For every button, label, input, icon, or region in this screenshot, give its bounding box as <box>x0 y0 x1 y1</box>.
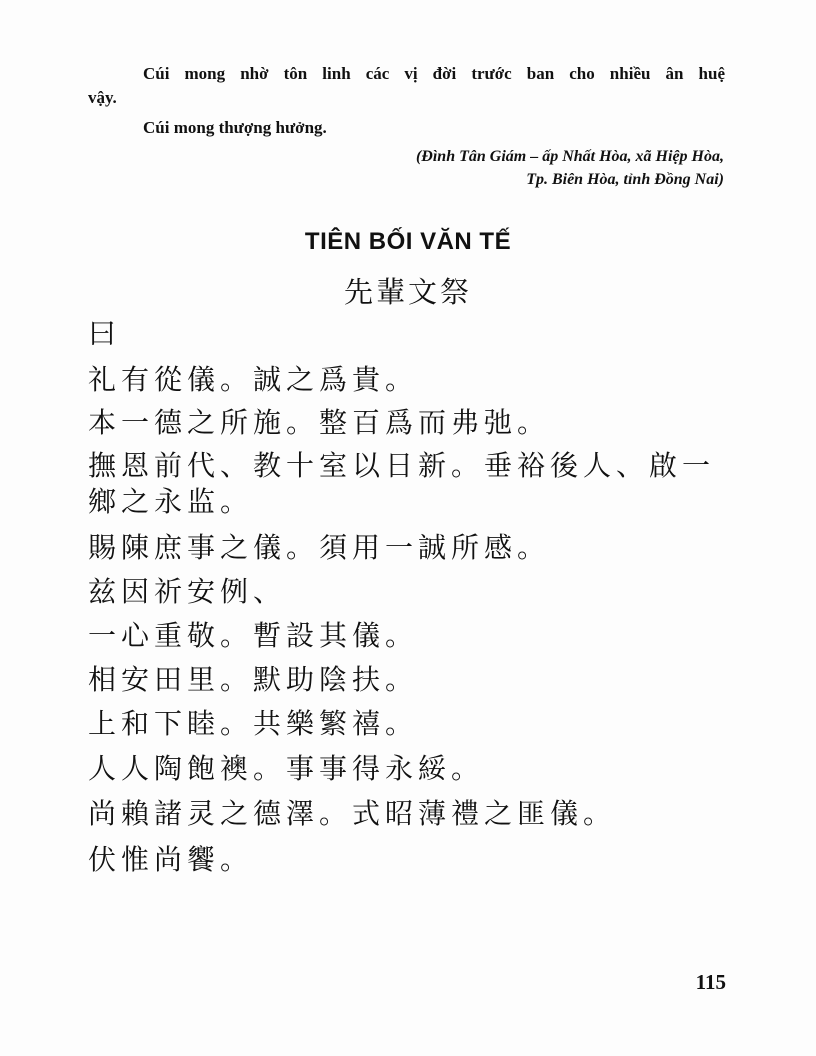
section-title: TIÊN BỐI VĂN TẾ <box>304 228 512 255</box>
intro-paragraph-line-2: vậy. <box>88 88 117 107</box>
han-line: 伏惟尚饗。 <box>88 843 254 876</box>
source-citation-line-2: Tp. Biên Hòa, tỉnh Đồng Nai) <box>526 171 724 188</box>
han-line: 曰 <box>88 317 122 350</box>
han-line: 尚賴諸灵之德澤。式昭薄禮之匪儀。 <box>88 797 617 830</box>
han-line: 礼有從儀。誠之爲貴。 <box>88 363 419 396</box>
intro-paragraph-2: Cúi mong thượng hưởng. <box>143 118 327 137</box>
han-line: 本一德之所施。整百爲而弗弛。 <box>88 406 551 439</box>
han-line: 撫恩前代、教十室以日新。垂裕後人、啟一 <box>88 449 716 482</box>
han-line: 人人陶飽襖。事事得永綏。 <box>88 752 485 785</box>
han-line: 一心重敬。暫設其儀。 <box>88 619 419 652</box>
han-line: 鄉之永监。 <box>88 485 254 518</box>
han-line: 賜陳庶事之儀。須用一誠所感。 <box>88 531 551 564</box>
page-number: 115 <box>695 970 726 994</box>
han-line: 兹因祈安例、 <box>88 575 287 608</box>
han-line: 相安田里。默助陰扶。 <box>88 663 419 696</box>
source-citation-line-1: (Đình Tân Giám – ấp Nhất Hòa, xã Hiệp Hòa, <box>415 148 724 165</box>
han-line: 上和下睦。共樂繁禧。 <box>88 707 419 740</box>
intro-paragraph-line-1: Cúi mong nhờ tôn linh các vị đời trước ban cho nhiều ân huệ <box>143 64 725 83</box>
section-subtitle-han: 先輩文祭 <box>343 275 472 309</box>
